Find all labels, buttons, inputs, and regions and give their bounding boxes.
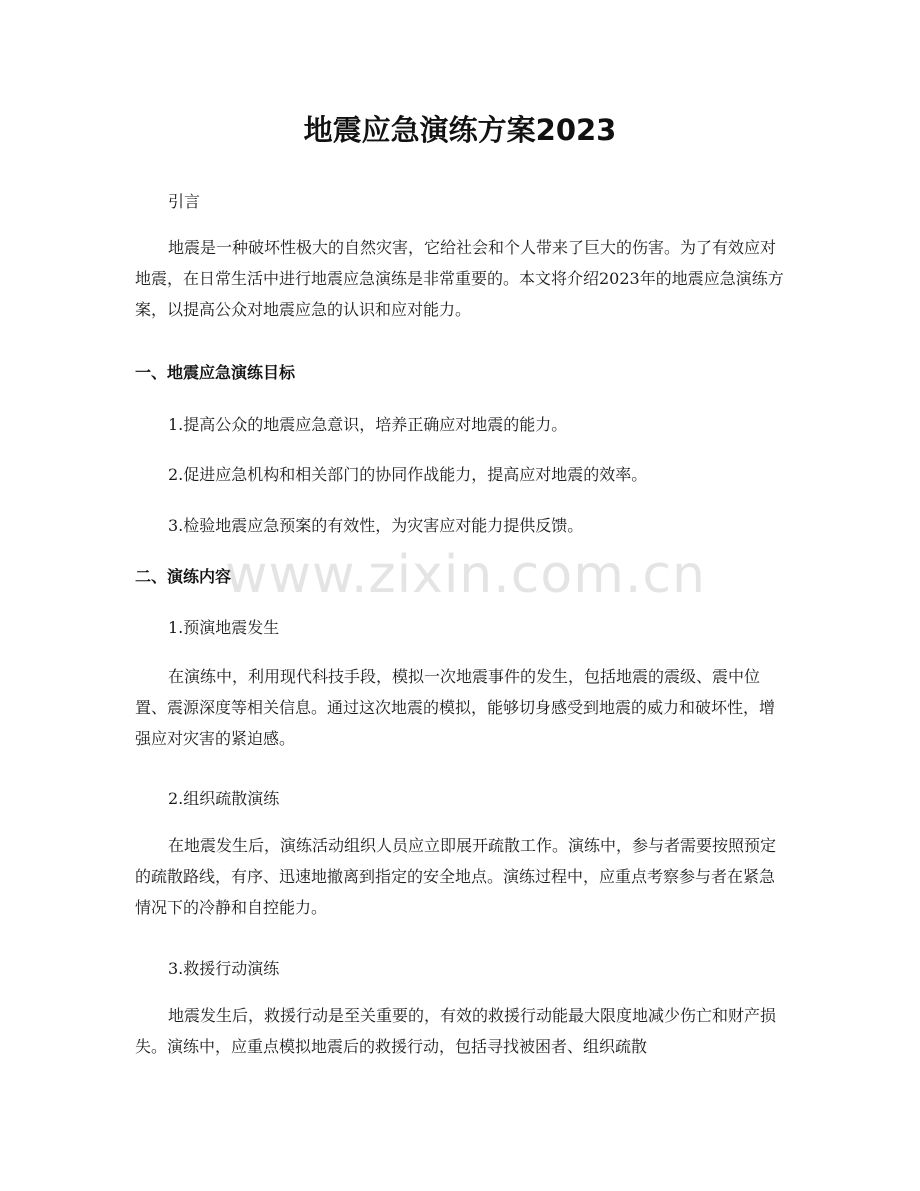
- section1-heading: 一、地震应急演练目标: [135, 363, 296, 382]
- section1-item-1: 1.提高公众的地震应急意识，培养正确应对地震的能力。: [168, 415, 568, 434]
- section1-item-3: 3.检验地震应急预案的有效性，为灾害应对能力提供反馈。: [168, 516, 584, 535]
- section1-item-2: 2.促进应急机构和相关部门的协同作战能力，提高应对地震的效率。: [168, 465, 648, 484]
- intro-label: 引言: [168, 192, 201, 211]
- section2-sub2-title: 2.组织疏散演练: [168, 789, 280, 808]
- watermark: www.zixin.com.cn: [225, 545, 706, 605]
- intro-paragraph: 地震是一种破坏性极大的自然灾害，它给社会和个人带来了巨大的伤害。为了有效应对地震，在日常生活中进行地震应急演练是非常重要的。本文将介绍2023年的地震应急演练方案，以提高公众对地震应急的认识和应对能力。: [135, 238, 784, 319]
- section2-sub3-paragraph: 地震发生后，救援行动是至关重要的，有效的救援行动能最大限度地减少伤亡和财产损失。演练中，应重点模拟地震后的救援行动，包括寻找被困者、组织疏散: [135, 1006, 777, 1056]
- document-title: 地震应急演练方案2023: [303, 113, 617, 147]
- section2-sub1-title: 1.预演地震发生: [168, 618, 280, 637]
- section2-heading: 二、演练内容: [135, 567, 232, 586]
- section2-sub2-paragraph: 在地震发生后，演练活动组织人员应立即展开疏散工作。演练中，参与者需要按照预定的疏散路线，有序、迅速地撤离到指定的安全地点。演练过程中，应重点考察参与者在紧急情况下的冷静和自控能力。: [135, 836, 777, 917]
- section2-sub3-title: 3.救援行动演练: [168, 959, 280, 978]
- section2-sub1-paragraph: 在演练中，利用现代科技手段，模拟一次地震事件的发生，包括地震的震级、震中位置、震源深度等相关信息。通过这次地震的模拟，能够切身感受到地震的威力和破坏性，增强应对灾害的紧迫感。: [135, 667, 776, 748]
